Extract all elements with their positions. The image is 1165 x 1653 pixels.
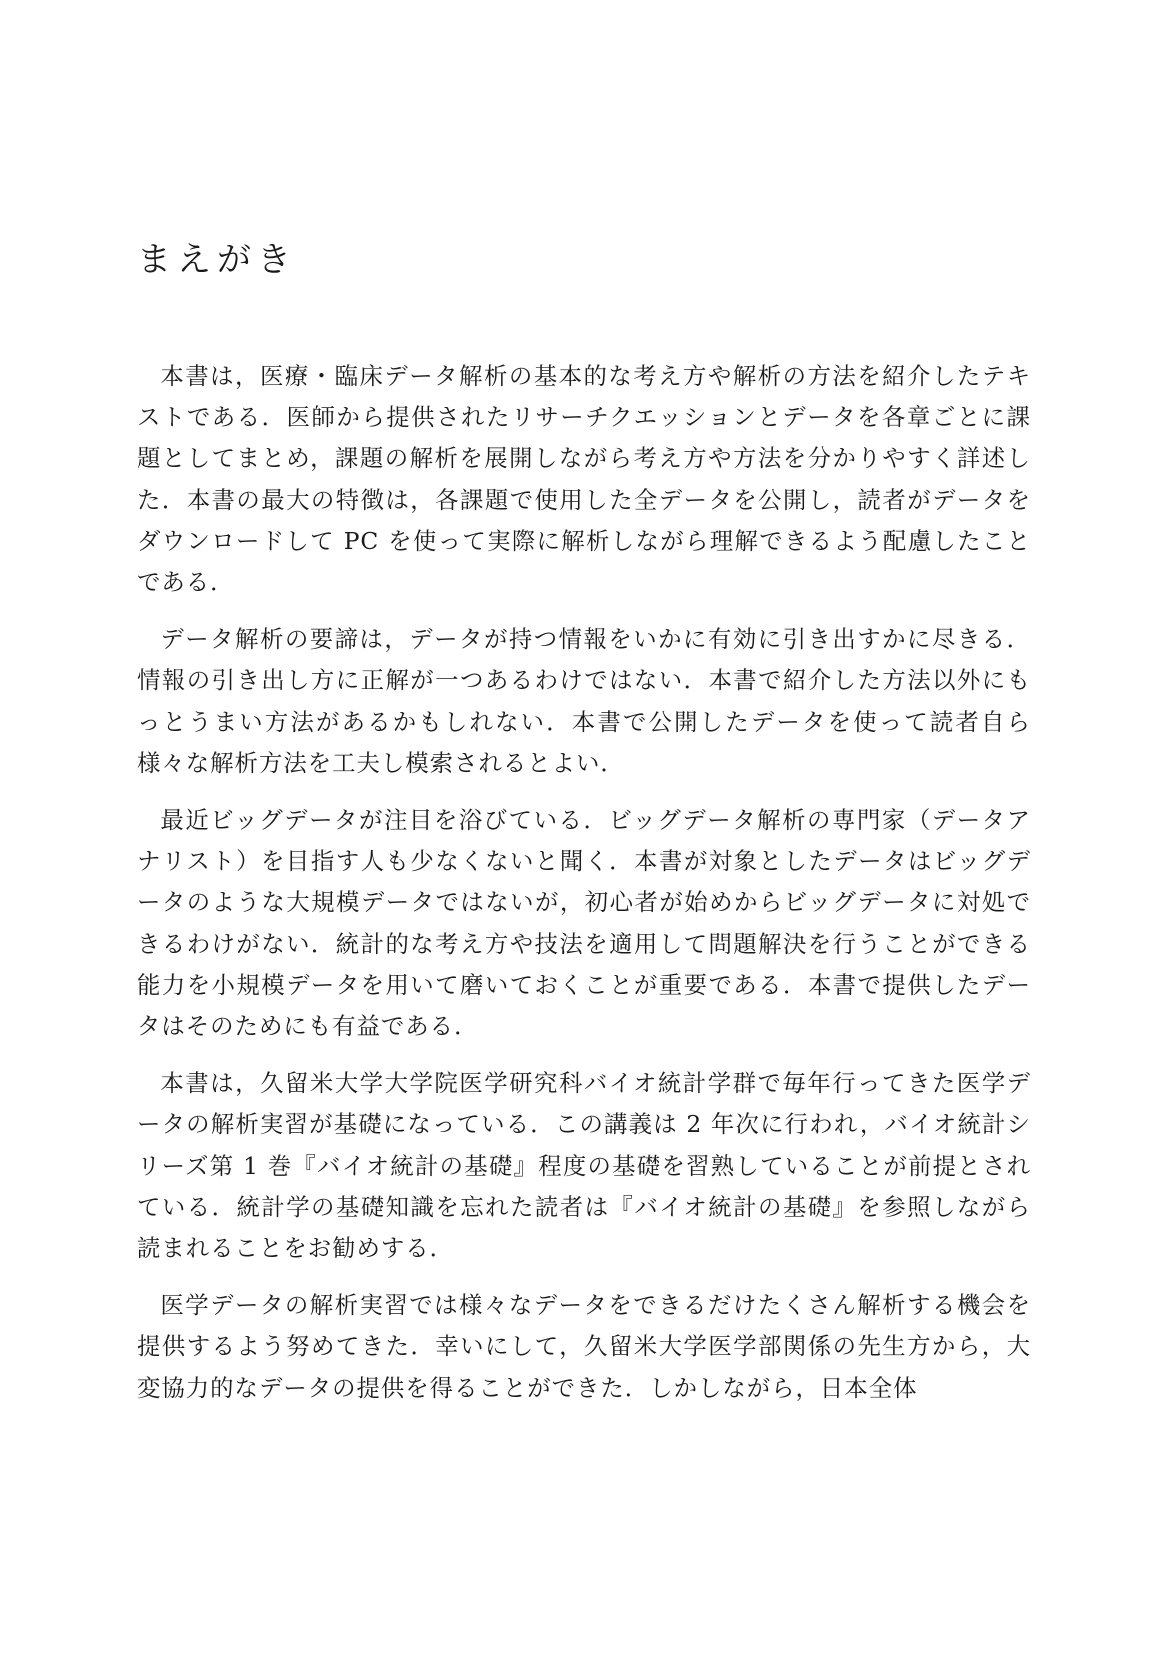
paragraph-3: 最近ビッグデータが注目を浴びている．ビッグデータ解析の専門家（データアナリスト）を目指す人も少なくないと聞く．本書が対象としたデータはビッグデータのような大規模データではないが，初心者が始めからビッグデータに対処できるわけがない．統計的な考え方や技法を適用して問題解決を行うことができる能力を小規模データを用いて磨いておくことが重要である．本書で提供したデータはそのためにも有益である． — [137, 806, 1031, 1041]
paragraph-1: 本書は，医療・臨床データ解析の基本的な考え方や解析の方法を紹介したテキストである．医師から提供されたリサーチクエッションとデータを各章ごとに課題としてまとめ，課題の解析を展開しながら考え方や方法を分かりやすく詳述した．本書の最大の特徴は，各課題で使用した全データを公開し，読者がデータをダウンロードして PC を使って実際に解析しながら理解できるよう配慮したことである． — [137, 362, 1031, 597]
paragraph-2: データ解析の要諦は，データが持つ情報をいかに有効に引き出すかに尽きる．情報の引き出し方に正解が一つあるわけではない．本書で紹介した方法以外にもっとうまい方法があるかもしれない．本書で公開したデータを使って読者自ら様々な解析方法を工夫し模索されるとよい． — [137, 625, 1031, 777]
paragraph-5: 医学データの解析実習では様々なデータをできるだけたくさん解析する機会を提供するよう努めてきた．幸いにして，久留米大学医学部関係の先生方から，大変協力的なデータの提供を得ることができた．しかしながら，日本全体 — [137, 1291, 1031, 1402]
paragraph-4: 本書は，久留米大学大学院医学研究科バイオ統計学群で毎年行ってきた医学データの解析実習が基礎になっている．この講義は 2 年次に行われ，バイオ統計シリーズ第 1 巻『バイオ統計の基礎』程度の基礎を習熟していることが前提とされている．統計学の基礎知識を忘れた読者は『バイオ統計の基礎』を参照しながら読まれることをお勧めする． — [137, 1069, 1031, 1263]
body-text — [137, 356, 1031, 1425]
document-page — [137, 0, 1031, 1653]
page-title: まえがき — [137, 240, 297, 280]
